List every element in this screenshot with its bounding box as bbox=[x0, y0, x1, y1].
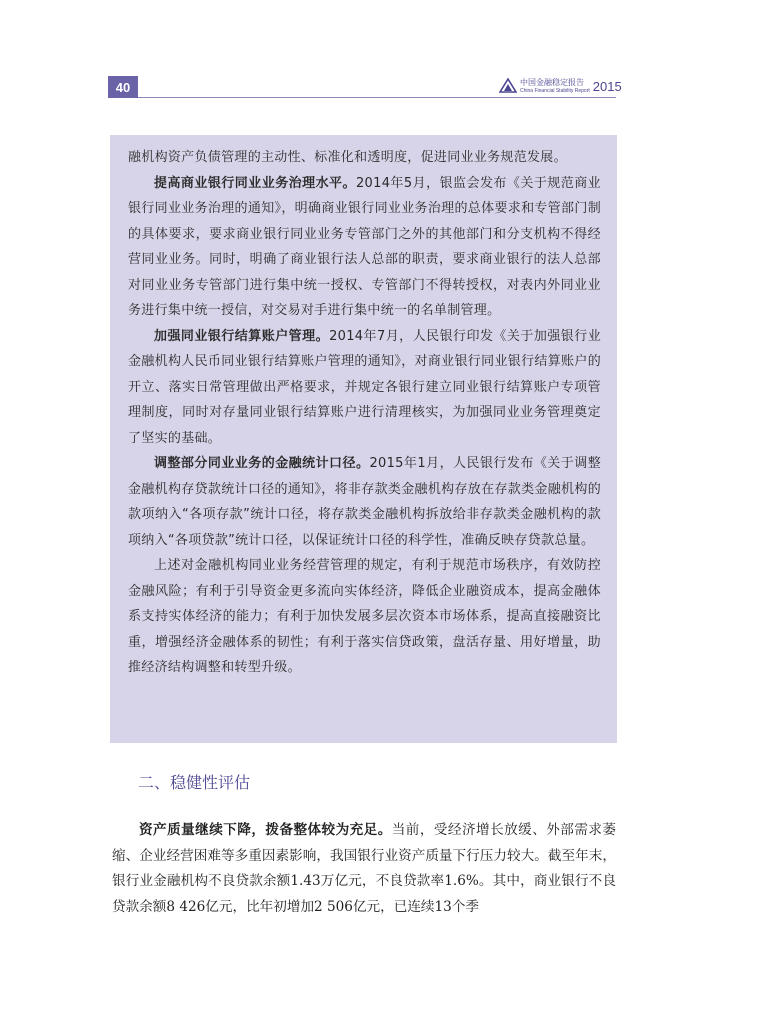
header-rule bbox=[138, 97, 616, 98]
report-logo-icon bbox=[499, 78, 517, 94]
section-title: 二、稳健性评估 bbox=[138, 773, 251, 792]
box-paragraph-3 bbox=[128, 324, 601, 452]
box-paragraph-4-heading: 调整部分同业业务的金融统计口径。 bbox=[154, 456, 370, 471]
box-paragraph-3-heading: 加强同业银行结算账户管理。 bbox=[154, 328, 330, 344]
brand-title-cn: 中国金融稳定报告 bbox=[520, 77, 584, 87]
brand-year: 2015 bbox=[592, 78, 622, 94]
box-paragraph-5: 上述对金融机构同业业务经营管理的规定，有利于规范市场秩序，有效防控金融风险；有利于引导资金更多流向实体经济，降低企业融资成本，提高金融体系支持实体经济的能力；有利于加快发展多层次资本市场体系，提高直接融资比重，增强经济金融体系的韧性；有利于落实信贷政策，盘活存量、用好增量，助推经济结构调整和转型升级。 bbox=[128, 558, 601, 675]
box-paragraph-2 bbox=[128, 171, 601, 324]
box-paragraph-4 bbox=[128, 451, 601, 553]
box-paragraph-2-heading: 提高商业银行同业业务治理水平。 bbox=[154, 175, 356, 191]
policy-box bbox=[110, 135, 617, 743]
box-paragraph-4-body: 2015年1月，人民银行发布《关于调整金融机构存贷款统计口径的通知》，将非存款类金融机构存放在存款类金融机构的款项纳入“各项存款”统计口径，将存款类金融机构拆放给非存款类金融机构的款项纳入“各项贷款”统计口径，以保证统计口径的科学性，准确反映存贷款总量。 bbox=[128, 456, 601, 548]
body-paragraph-1 bbox=[112, 818, 616, 920]
body-paragraph-1-heading: 资产质量继续下降，拨备整体较为充足。 bbox=[139, 822, 392, 838]
box-paragraph-1: 融机构资产负债管理的主动性、标准化和透明度，促进同业业务规范发展。 bbox=[128, 150, 567, 165]
body-text bbox=[112, 818, 616, 920]
body-paragraph-1-body: 当前，受经济增长放缓、外部需求萎缩、企业经营困难等多重因素影响，我国银行业资产质量下行压力较大。截至年末，银行业金融机构不良贷款余额1.43万亿元，不良贷款率1.6%。其中，商业银行不良贷款余额8 426亿元，比年初增加2 506亿元，已连续13个季 bbox=[112, 822, 616, 915]
report-brand bbox=[499, 76, 622, 96]
box-paragraph-2-body: 2014年5月，银监会发布《关于规范商业银行同业业务治理的通知》，明确商业银行同业业务治理的总体要求和专管部门制的具体要求，要求商业银行同业业务专管部门之外的其他部门和分支机构不得经营同业业务。同时，明确了商业银行法人总部的职责，要求商业银行的法人总部对同业业务专管部门进行集中统一授权、专管部门不得转授权，对表内外同业业务进行集中统一授信，对交易对手进行集中统一的名单制管理。 bbox=[128, 175, 601, 318]
box-paragraph-3-body: 2014年7月，人民银行印发《关于加强银行业金融机构人民币同业银行结算账户管理的通知》，对商业银行同业银行结算账户的开立、落实日常管理做出严格要求，并规定各银行建立同业银行结算账户专项管理制度，同时对存量同业银行结算账户进行清理核实，为加强同业业务管理奠定了坚实的基础。 bbox=[128, 328, 601, 446]
page-number: 40 bbox=[108, 76, 138, 98]
brand-title-en: China Financial Stability Report bbox=[520, 87, 590, 94]
